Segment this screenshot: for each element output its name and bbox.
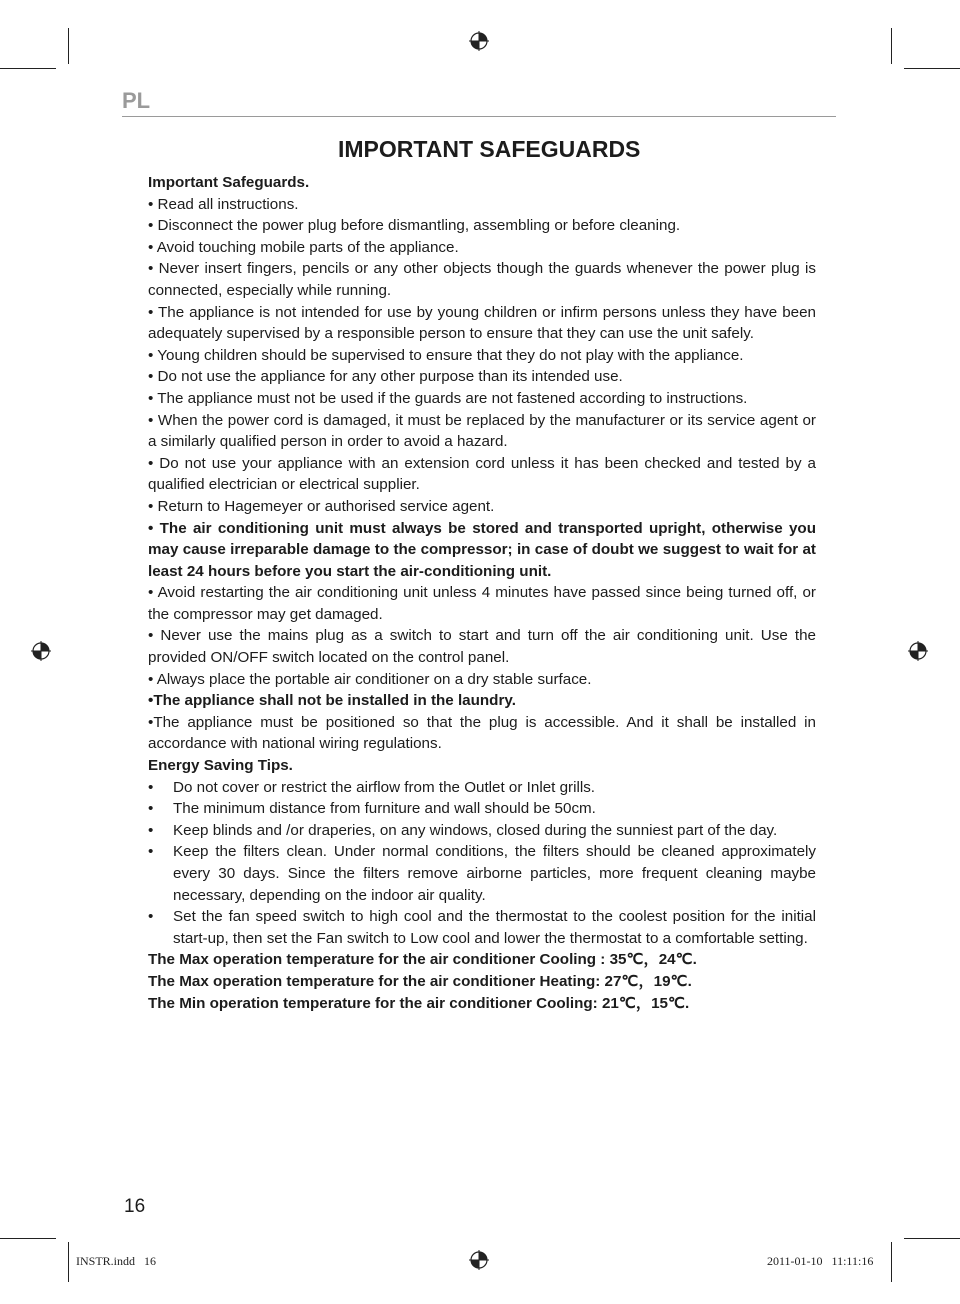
temperature-spec: The Max operation temperature for the air conditioner Cooling : 35℃，24℃. <box>148 951 697 969</box>
crop-mark <box>891 28 892 64</box>
safeguard-item: • The appliance is not intended for use by young children or infirm persons unless they have been adequately supervised by a responsible person to ensure that they can use the unit safely. <box>148 303 816 343</box>
safeguard-item: • Never use the mains plug as a switch to start and turn off the air conditioning unit. Use the provided ON/OFF switch located on the control panel. <box>148 627 816 667</box>
energy-tip-item: • Keep blinds and /or draperies, on any windows, closed during the sunniest part of the day. <box>148 820 816 842</box>
crop-mark <box>0 1238 56 1239</box>
safeguard-item: • When the power cord is damaged, it must be replaced by the manufacturer or its service agent or a similarly qualified person in order to avoid a hazard. <box>148 411 816 451</box>
safeguard-item: • Do not use the appliance for any other purpose than its intended use. <box>148 368 623 386</box>
page-number: 16 <box>124 1196 146 1217</box>
crop-mark <box>0 68 56 69</box>
crosshair-target-icon <box>908 641 928 661</box>
safeguard-item: • Never insert fingers, pencils or any other objects though the guards whenever the power plug is connected, especially while running. <box>148 260 816 299</box>
crop-mark <box>68 1242 69 1282</box>
safeguard-item: • Disconnect the power plug before dismantling, assembling or before cleaning. <box>148 217 681 235</box>
crosshair-target-icon <box>469 31 489 51</box>
safeguard-item-warning: •The appliance shall not be installed in the laundry. <box>148 692 516 710</box>
page-title: IMPORTANT SAFEGUARDS <box>338 136 641 162</box>
crop-mark <box>891 1242 892 1282</box>
energy-tips-list <box>148 777 816 950</box>
safeguard-item-warning: • The air conditioning unit must always be stored and transported upright, otherwise you may cause irreparable damage to the compressor; in case of doubt we suggest to wait for at least 24 hours before you start the air-conditioning unit. <box>148 519 816 580</box>
document-body <box>148 172 816 1014</box>
safeguard-item: • Do not use your appliance with an extension cord unless it has been checked and tested by a qualified electrician or electrical supplier. <box>148 454 816 494</box>
crop-mark <box>904 68 960 69</box>
safeguard-item: • Always place the portable air conditioner on a dry stable surface. <box>148 670 592 688</box>
slug-timestamp: 2011-01-10 11:11:16 <box>767 1254 874 1268</box>
safeguard-item: • The appliance must not be used if the guards are not fastened according to instructions. <box>148 389 748 407</box>
language-code: PL <box>122 88 151 113</box>
crosshair-target-icon <box>469 1250 489 1270</box>
temperature-spec: The Max operation temperature for the air conditioner Heating: 27℃，19℃. <box>148 972 692 990</box>
energy-tip-item: • Do not cover or restrict the airflow from the Outlet or Inlet grills. <box>148 777 816 799</box>
energy-tips-heading: Energy Saving Tips. <box>148 757 293 775</box>
safeguard-item: • Young children should be supervised to ensure that they do not play with the appliance. <box>148 346 744 364</box>
safeguard-item: • Avoid restarting the air conditioning unit unless 4 minutes have passed since being turned off, or the compressor may get damaged. <box>148 584 816 623</box>
energy-tip-item: • Keep the filters clean. Under normal conditions, the filters should be cleaned approximately every 30 days. Since the filters remove airborne particles, more frequent cleaning maybe necessary, depending on the indoor air quality. <box>148 841 816 906</box>
safeguard-item: •The appliance must be positioned so that the plug is accessible. And it shall be installed in accordance with national wiring regulations. <box>148 713 816 753</box>
safeguard-item: • Avoid touching mobile parts of the appliance. <box>148 238 459 256</box>
safeguards-heading: Important Safeguards. <box>148 174 310 191</box>
crop-mark <box>904 1238 960 1239</box>
header-rule <box>122 116 836 117</box>
safeguard-item: • Return to Hagemeyer or authorised service agent. <box>148 497 495 515</box>
temperature-spec: The Min operation temperature for the air conditioner Cooling: 21℃，15℃. <box>148 994 690 1012</box>
energy-tip-item: • The minimum distance from furniture and wall should be 50cm. <box>148 798 816 820</box>
crop-mark <box>68 28 69 64</box>
slug-filename: INSTR.indd 16 <box>76 1254 157 1268</box>
safeguard-item: • Read all instructions. <box>148 195 299 213</box>
energy-tip-item: • Set the fan speed switch to high cool and the thermostat to the coolest position for the initial start-up, then set the Fan switch to Low cool and lower the thermostat to a comfortable setting. <box>148 906 816 949</box>
crosshair-target-icon <box>31 641 51 661</box>
